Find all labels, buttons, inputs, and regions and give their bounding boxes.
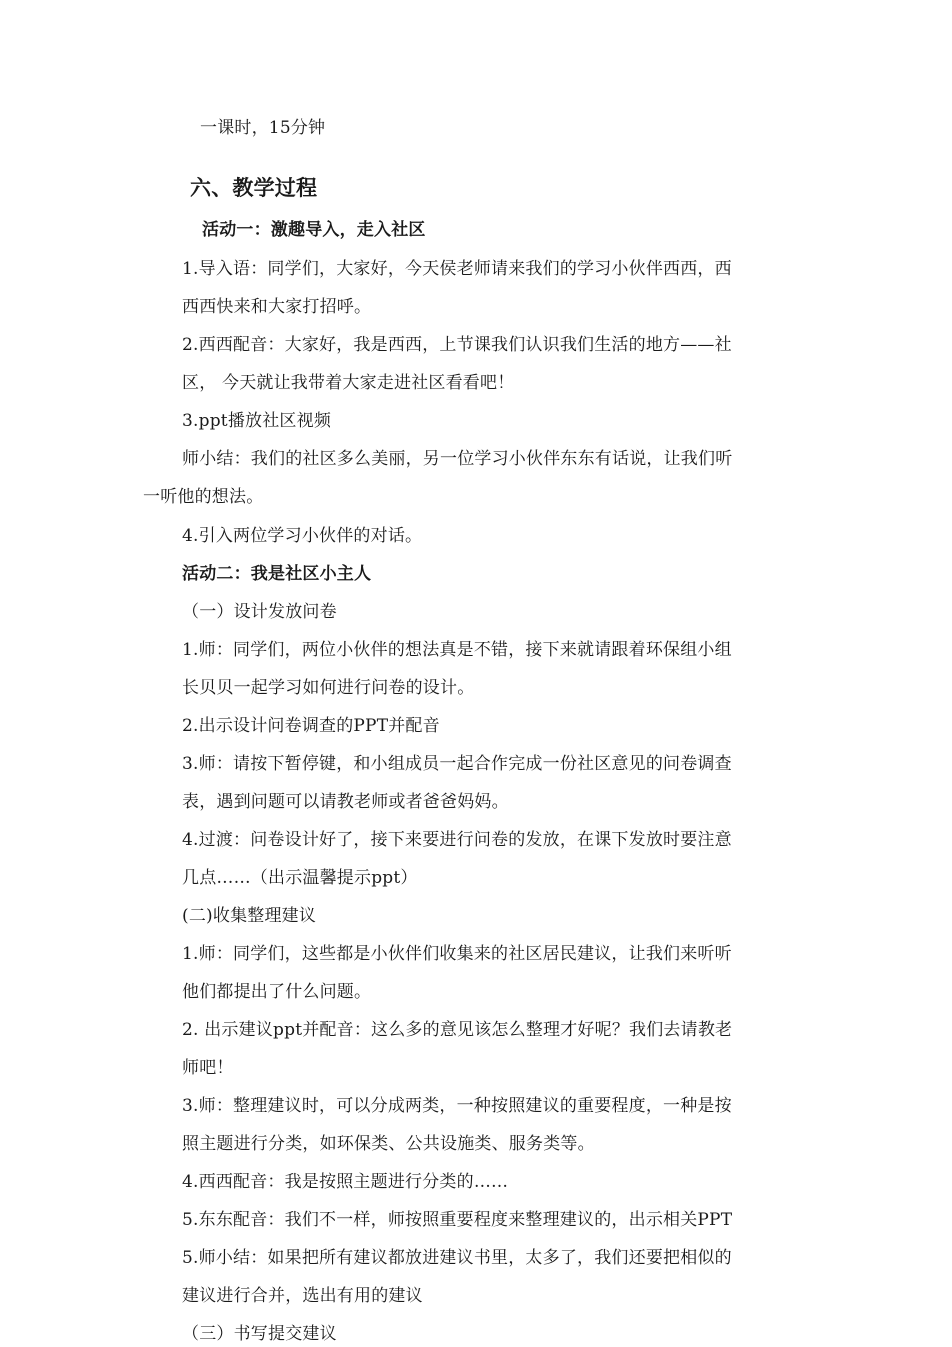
paragraph-line: 1.师：同学们，这些都是小伙伴们收集来的社区居民建议，让我们来听听 (182, 944, 732, 964)
section-title: 六、教学过程 (190, 175, 318, 200)
activity1-title: 活动一：激趣导入，走入社区 (202, 220, 426, 240)
paragraph-line: 1.师：同学们，两位小伙伴的想法真是不错，接下来就请跟着环保组小组 (182, 640, 732, 660)
subsection-title: （一）设计发放问卷 (182, 602, 337, 622)
paragraph-line: 照主题进行分类，如环保类、公共设施类、服务类等。 (182, 1134, 595, 1154)
paragraph-line: 2.西西配音：大家好，我是西西，上节课我们认识我们生活的地方——社 (182, 335, 732, 355)
paragraph-line: 2. 出示建议ppt并配音：这么多的意见该怎么整理才好呢？我们去请教老 (182, 1020, 733, 1040)
paragraph-line: 5.东东配音：我们不一样，师按照重要程度来整理建议的，出示相关PPT (182, 1210, 733, 1230)
paragraph-line: 2.出示设计问卷调查的PPT并配音 (182, 716, 440, 736)
paragraph-line: 表，遇到问题可以请教老师或者爸爸妈妈。 (182, 792, 509, 812)
paragraph-line: 他们都提出了什么问题。 (182, 982, 372, 1002)
subsection-title: (二)收集整理建议 (182, 906, 317, 926)
paragraph-line: 师小结：我们的社区多么美丽，另一位学习小伙伴东东有话说，让我们听 (182, 449, 733, 469)
lesson-duration: 一课时，15分钟 (200, 118, 326, 138)
paragraph-line: 4.引入两位学习小伙伴的对话。 (182, 526, 423, 546)
paragraph-line: 师吧！ (182, 1058, 234, 1078)
paragraph-line: 1.导入语：同学们，大家好，今天侯老师请来我们的学习小伙伴西西，西 (182, 259, 732, 279)
paragraph-line: 几点……（出示温馨提示ppt） (182, 868, 418, 888)
paragraph-line: 5.师小结：如果把所有建议都放进建议书里，太多了，我们还要把相似的 (182, 1248, 732, 1268)
paragraph-line: 西西快来和大家打招呼。 (182, 297, 372, 317)
paragraph-line: 一听他的想法。 (143, 487, 264, 507)
paragraph-line: 3.ppt播放社区视频 (182, 411, 332, 431)
subsection-title: （三）书写提交建议 (182, 1324, 337, 1344)
paragraph-line: 长贝贝一起学习如何进行问卷的设计。 (182, 678, 475, 698)
paragraph-line: 3.师：整理建议时，可以分成两类，一种按照建议的重要程度，一种是按 (182, 1096, 732, 1116)
paragraph-line: 区， 今天就让我带着大家走进社区看看吧！ (182, 373, 515, 393)
paragraph-line: 4.西西配音：我是按照主题进行分类的…… (182, 1172, 509, 1192)
paragraph-line: 3.师：请按下暂停键，和小组成员一起合作完成一份社区意见的问卷调查 (182, 754, 732, 774)
paragraph-line: 建议进行合并，选出有用的建议 (182, 1286, 423, 1306)
activity2-title: 活动二：我是社区小主人 (182, 564, 372, 584)
paragraph-line: 4.过渡：问卷设计好了，接下来要进行问卷的发放，在课下发放时要注意 (182, 830, 732, 850)
